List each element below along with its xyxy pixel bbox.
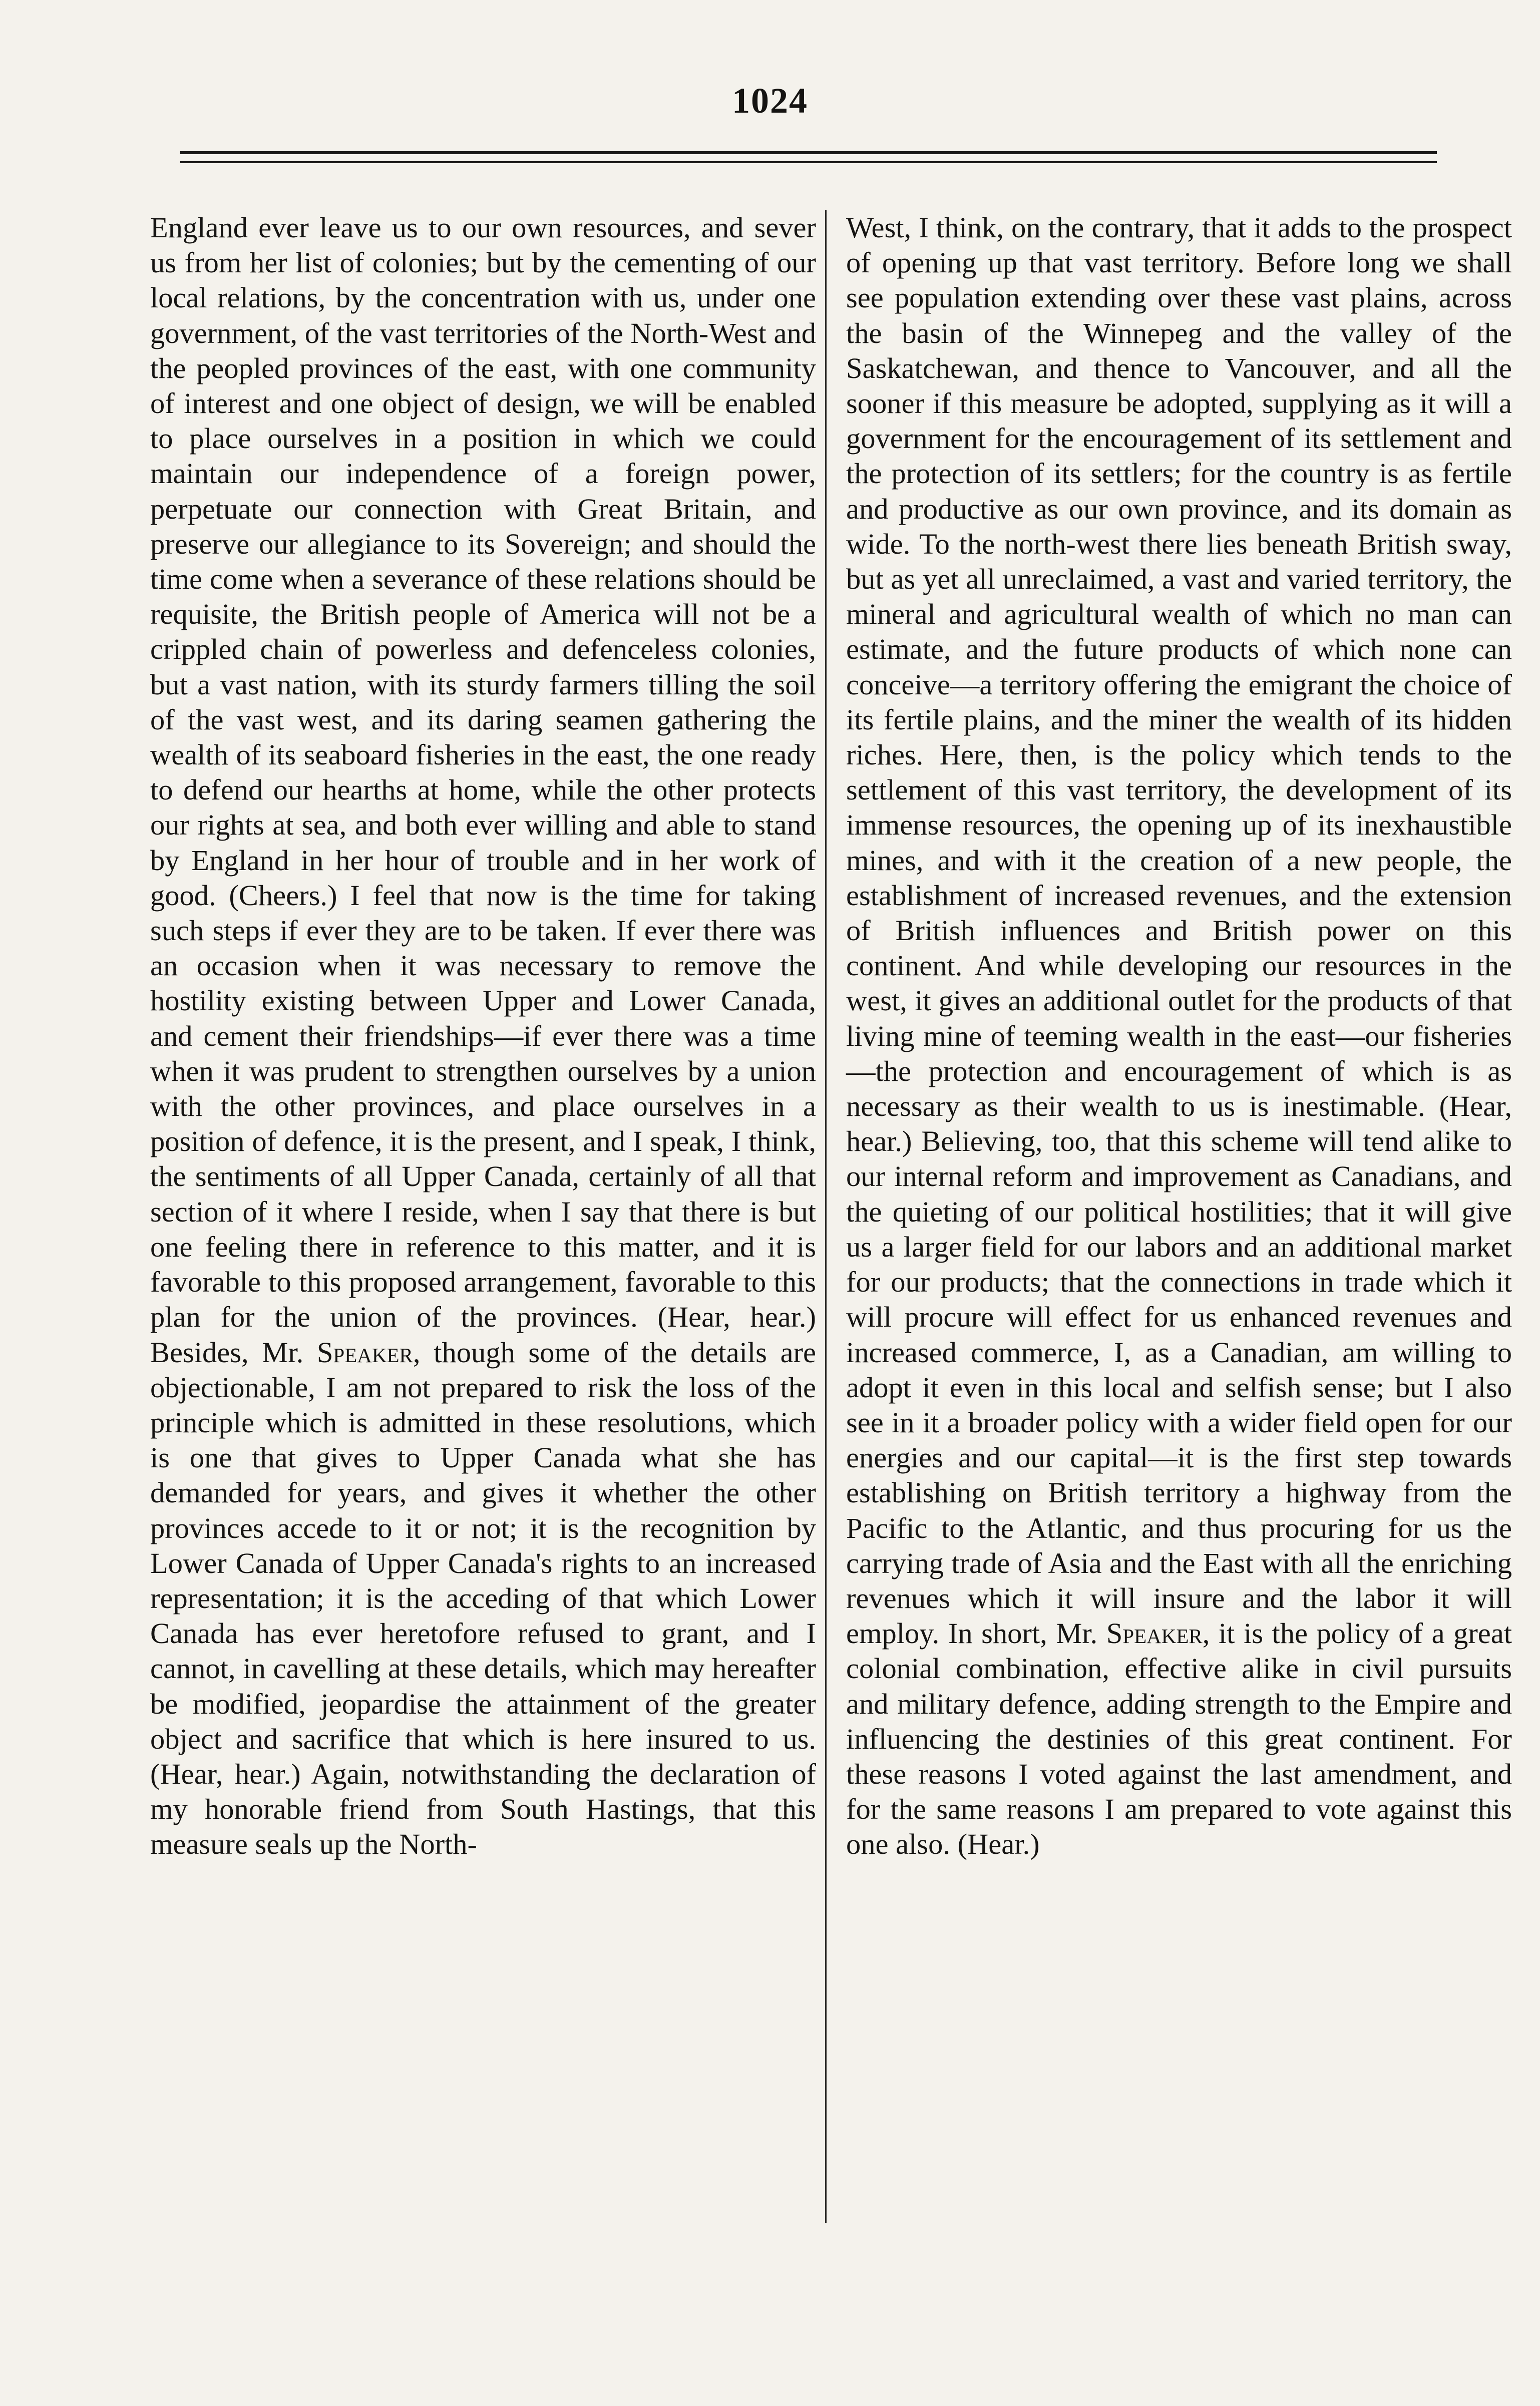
left-column-text — [150, 210, 816, 1862]
header-rule-thin — [180, 161, 1437, 163]
column-divider — [825, 210, 827, 2223]
page-number: 1024 — [732, 81, 808, 121]
left-text-part-2: , though some of the details are objectionable, I am not prepared to risk the loss of the principle which is admitted in these resolutions, which is one that gives to Upper Canada what she has demanded for years, and gives it whether the other provinces accede to it or not; it is the recognition by Lower Canada of Upper Canada's rights to an increased representation; it is the acceding of that which Lower Canada has ever heretofore refused to grant, and I cannot, in cavelling at these details, which may hereafter be modified, jeopardise the attainment of the greater object and sacrifice that which is here insured to us. (Hear, hear.) Again, notwithstanding the declaration of my honorable friend from South Hastings, that this measure seals up the North- — [150, 1336, 816, 1861]
right-text-part-1: West, I think, on the contrary, that it adds to the prospect of opening up that vast territory. Before long we shall see population extending over these vast plains, across the basin of the Winnepeg and the valley of the Saskatchewan, and thence to Vancouver, and all the sooner if this measure be adopted, supplying as it will a government for the encouragement of its settlement and the protection of its settlers; for the country is as fertile and productive as our own province, and its domain as wide. To the north-west there lies beneath British sway, but as yet all unreclaimed, a vast and varied territory, the mineral and agricultural wealth of which no man can estimate, and the future products of which none can conceive—a territory offering the emigrant the choice of its fertile plains, and the miner the wealth of its hidden riches. Here, then, is the policy which tends to the settlement of this vast territory, the development of its immense resources, the opening up of its inexhaustible mines, and with it the creation of a new people, the establishment of increased revenues, and the extension of British influences and British power on this continent. And while developing our resources in the west, it gives an additional outlet for the products of that living mine of teeming wealth in the east—our fisheries—the protection and encouragement of which is as necessary as their wealth to us is inestimable. (Hear, hear.) Believing, too, that this scheme will tend alike to our internal reform and improvement as Canadians, and the quieting of our political hostilities; that it will give us a larger field for our labors and an additional market for our products; that the connections in trade which it will procure will effect for us enhanced revenues and increased commerce, I, as a Canadian, am willing to adopt it even in this local and selfish sense; but I also see in it a broader policy with a wider field open for our energies and our capital—it is the first step towards establishing on British territory a highway from the Pacific to the Atlantic, and thus procuring for us the carrying trade of Asia and the East with all the enriching revenues which it will insure and the labor it will employ. In short, Mr. — [846, 211, 1512, 1650]
left-text-part-1: England ever leave us to our own resources, and sever us from her list of colonies; but by the cementing of our local relations, by the concentration with us, under one government, of the vast territories of the North-West and the peopled provinces of the east, with one community of interest and one object of design, we will be enabled to place ourselves in a position in which we could maintain our independence of a foreign power, perpetuate our connection with Great Britain, and preserve our allegiance to its Sovereign; and should the time come when a severance of these relations should be requisite, the British people of America will not be a crippled chain of powerless and defenceless colonies, but a vast nation, with its sturdy farmers tilling the soil of the vast west, and its daring seamen gathering the wealth of its seaboard fisheries in the east, the one ready to defend our hearths at home, while the other protects our rights at sea, and both ever willing and able to stand by England in her hour of trouble and in her work of good. (Cheers.) I feel that now is the time for taking such steps if ever they are to be taken. If ever there was an occasion when it was necessary to remove the hostility existing between Upper and Lower Canada, and cement their friendships—if ever there was a time when it was prudent to strengthen ourselves by a union with the other provinces, and place ourselves in a position of defence, it is the present, and I speak, I think, the sentiments of all Upper Canada, certainly of all that section of it where I reside, when I say that there is but one feeling there in reference to this matter, and it is favorable to this proposed arrangement, favorable to this plan for the union of the provinces. (Hear, hear.) Besides, Mr. — [150, 211, 816, 1369]
right-column — [846, 210, 1512, 2233]
left-speaker-smallcaps: Speaker — [316, 1336, 413, 1369]
left-column — [150, 210, 816, 2233]
right-text-part-2: , it is the policy of a great colonial combination, effective alike in civil pursuits and military defence, adding strength to the Empire and influencing the destinies of this great continent. For these reasons I voted against the last amendment, and for the same reasons I am prepared to vote against this one also. (Hear.) — [846, 1617, 1512, 1861]
right-column-text — [846, 210, 1512, 1862]
right-speaker-smallcaps: Speaker — [1106, 1617, 1203, 1650]
header-rule-thick — [180, 151, 1437, 154]
